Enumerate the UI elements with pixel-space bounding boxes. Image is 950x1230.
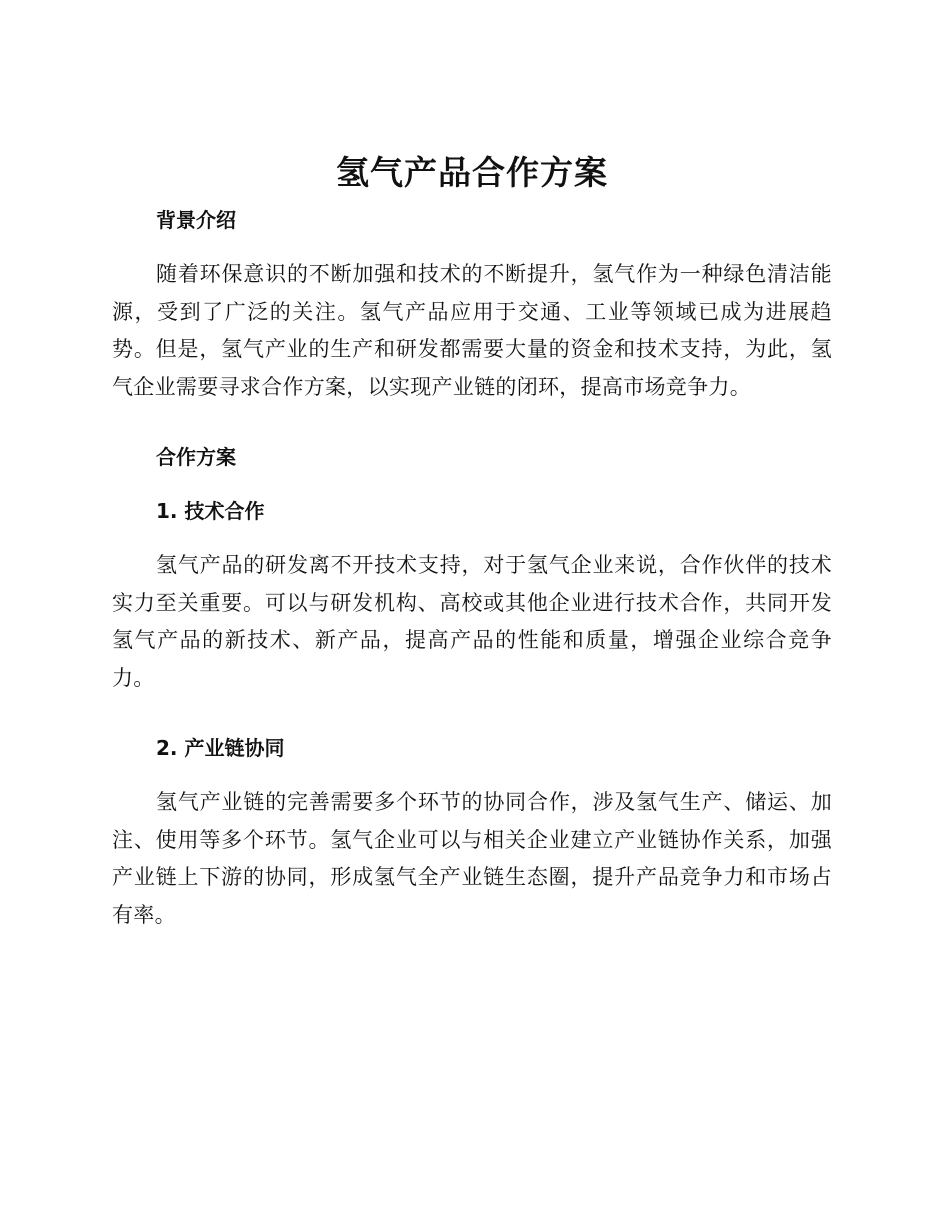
section-heading-background: 背景介绍 bbox=[156, 208, 236, 232]
subsection-heading-chain: 2. 产业链协同 bbox=[156, 736, 285, 760]
subsection-heading-tech: 1. 技术合作 bbox=[156, 499, 265, 523]
document-title: 氢气产品合作方案 bbox=[336, 153, 608, 192]
paragraph-tech: 氢气产品的研发离不开技术支持，对于氢气企业来说，合作伙伴的技术实力至关重要。可以与研发机构、高校或其他企业进行技术合作，共同开发氢气产品的新技术、新产品，提高产品的性能和质量，增强企业综合竞争力。 bbox=[112, 553, 832, 690]
paragraph-chain: 氢气产业链的完善需要多个环节的协同合作，涉及氢气生产、储运、加注、使用等多个环节。氢气企业可以与相关企业建立产业链协作关系，加强产业链上下游的协同，形成氢气全产业链生态圈，提升产品竞争力和市场占有率。 bbox=[112, 790, 832, 927]
section-heading-cooperation: 合作方案 bbox=[156, 445, 236, 469]
paragraph-background: 随着环保意识的不断加强和技术的不断提升，氢气作为一种绿色清洁能源，受到了广泛的关注。氢气产品应用于交通、工业等领域已成为进展趋势。但是，氢气产业的生产和研发都需要大量的资金和技术支持，为此，氢气企业需要寻求合作方案，以实现产业链的闭环，提高市场竞争力。 bbox=[112, 262, 832, 399]
